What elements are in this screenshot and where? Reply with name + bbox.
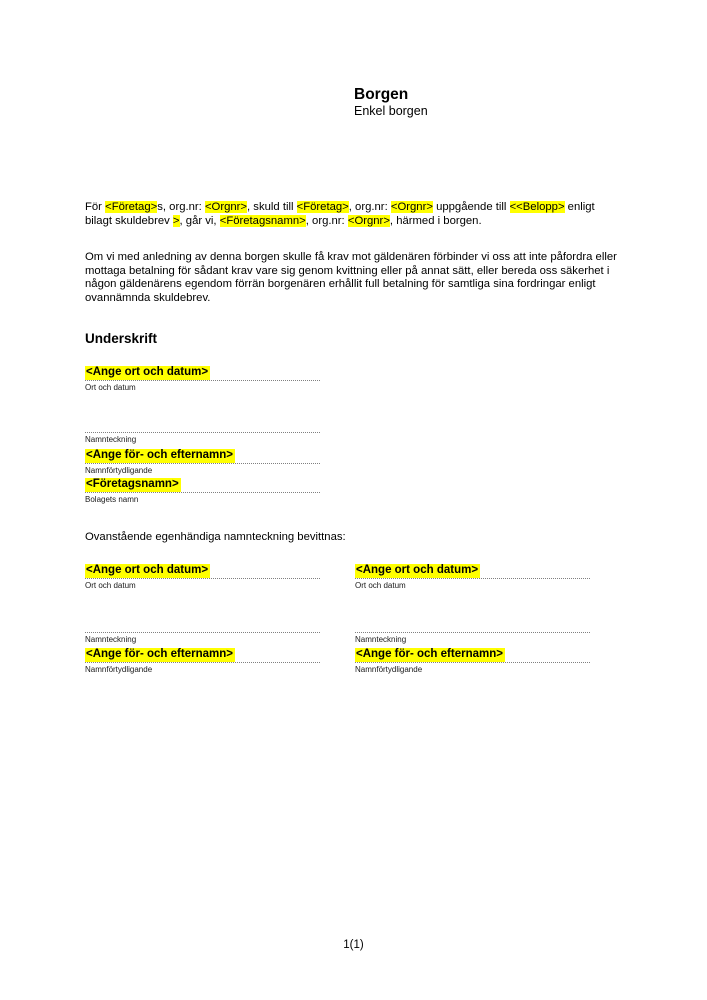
- placeholder-foretagsnamn[interactable]: <Företagsnamn>: [86, 478, 179, 490]
- placeholder-ange-ort-och-datum[interactable]: <Ange ort och datum>: [86, 366, 209, 378]
- placeholder-orgnr[interactable]: <Orgnr>: [347, 214, 390, 227]
- dotted-signature-line: [355, 648, 590, 663]
- intro-paragraph: [85, 201, 637, 228]
- field-label-namnteckning: Namnteckning: [85, 435, 137, 444]
- witness-right-namnteckning-field: [355, 618, 590, 644]
- placeholder-belopp[interactable]: <<Belopp>: [509, 201, 565, 213]
- placeholder-foretag[interactable]: <Företag>: [105, 201, 158, 213]
- dotted-signature-line: [85, 648, 320, 663]
- placeholder-foretagsnamn[interactable]: <Företagsnamn>: [219, 214, 306, 227]
- witness-intro-text: Ovanstående egenhändiga namnteckning bevittnas:: [85, 531, 346, 543]
- field-label-namnfortydligande: Namnförtydligande: [355, 665, 423, 674]
- field-label-namnfortydligande: Namnförtydligande: [85, 466, 153, 475]
- intro-text: , org.nr:: [348, 201, 391, 213]
- witness-left-namnfortydligande-field: [85, 648, 320, 674]
- placeholder-orgnr[interactable]: <Orgnr>: [390, 201, 433, 213]
- signature-ort-datum-field: [85, 366, 320, 392]
- field-label-namnteckning: Namnteckning: [85, 635, 137, 644]
- dotted-signature-line: [355, 564, 590, 579]
- field-label-ort-och-datum: Ort och datum: [85, 383, 136, 392]
- field-label-ort-och-datum: Ort och datum: [85, 581, 136, 590]
- witness-left-ort-datum-field: [85, 564, 320, 590]
- placeholder-ange-for-och-efternamn[interactable]: <Ange för- och efternamn>: [356, 648, 503, 660]
- signature-namnfortydligande-field: [85, 449, 320, 475]
- dotted-signature-line[interactable]: [85, 618, 320, 633]
- witness-right-namnfortydligande-field: [355, 648, 590, 674]
- placeholder-close-bracket[interactable]: >: [172, 214, 180, 227]
- signature-bolagets-namn-field: [85, 478, 320, 504]
- intro-text: enligt: [564, 201, 595, 213]
- placeholder-orgnr[interactable]: <Orgnr>: [204, 201, 248, 213]
- dotted-signature-line: [85, 366, 320, 381]
- dotted-signature-line: [85, 449, 320, 464]
- signature-namnteckning-field: [85, 418, 320, 444]
- dotted-signature-line: [85, 564, 320, 579]
- intro-text: , går vi,: [179, 214, 220, 227]
- intro-text: , skuld till: [247, 201, 297, 213]
- placeholder-foretag[interactable]: <Företag>: [296, 201, 349, 213]
- field-label-namnteckning: Namnteckning: [355, 635, 407, 644]
- dotted-signature-line[interactable]: [355, 618, 590, 633]
- placeholder-ange-ort-och-datum[interactable]: <Ange ort och datum>: [356, 564, 479, 576]
- field-label-ort-och-datum: Ort och datum: [355, 581, 406, 590]
- intro-text: s, org.nr:: [157, 201, 205, 213]
- witness-left-namnteckning-field: [85, 618, 320, 644]
- placeholder-ange-ort-och-datum[interactable]: <Ange ort och datum>: [86, 564, 209, 576]
- placeholder-ange-for-och-efternamn[interactable]: <Ange för- och efternamn>: [86, 449, 233, 461]
- body-paragraph: Om vi med anledning av denna borgen skulle få krav mot gäldenären förbinder vi oss att inte påfordra eller mottaga betalning för sådant krav vare sig genom kvittning eller på annat sätt, eller bereda oss säkerhet i någon gäldenärens egendom förrän borgenären erhållit full betalning för samtliga sina fordringar enligt ovannämnda skuldebrev.: [85, 251, 617, 304]
- underskrift-heading: Underskrift: [85, 331, 158, 346]
- placeholder-ange-for-och-efternamn[interactable]: <Ange för- och efternamn>: [86, 648, 233, 660]
- intro-text: uppgående till: [432, 201, 510, 213]
- document-subtitle: Enkel borgen: [354, 104, 428, 118]
- field-label-namnfortydligande: Namnförtydligande: [85, 665, 153, 674]
- intro-text: För: [85, 201, 106, 213]
- document-title: Borgen: [354, 86, 409, 103]
- witness-right-ort-datum-field: [355, 564, 590, 590]
- intro-text: , härmed i borgen.: [389, 214, 482, 227]
- dotted-signature-line: [85, 478, 320, 493]
- intro-text: bilagt skuldebrev: [85, 214, 173, 227]
- dotted-signature-line[interactable]: [85, 418, 320, 433]
- field-label-bolagets-namn: Bolagets namn: [85, 495, 139, 504]
- page-number: 1(1): [343, 939, 364, 951]
- intro-text: , org.nr:: [305, 214, 348, 227]
